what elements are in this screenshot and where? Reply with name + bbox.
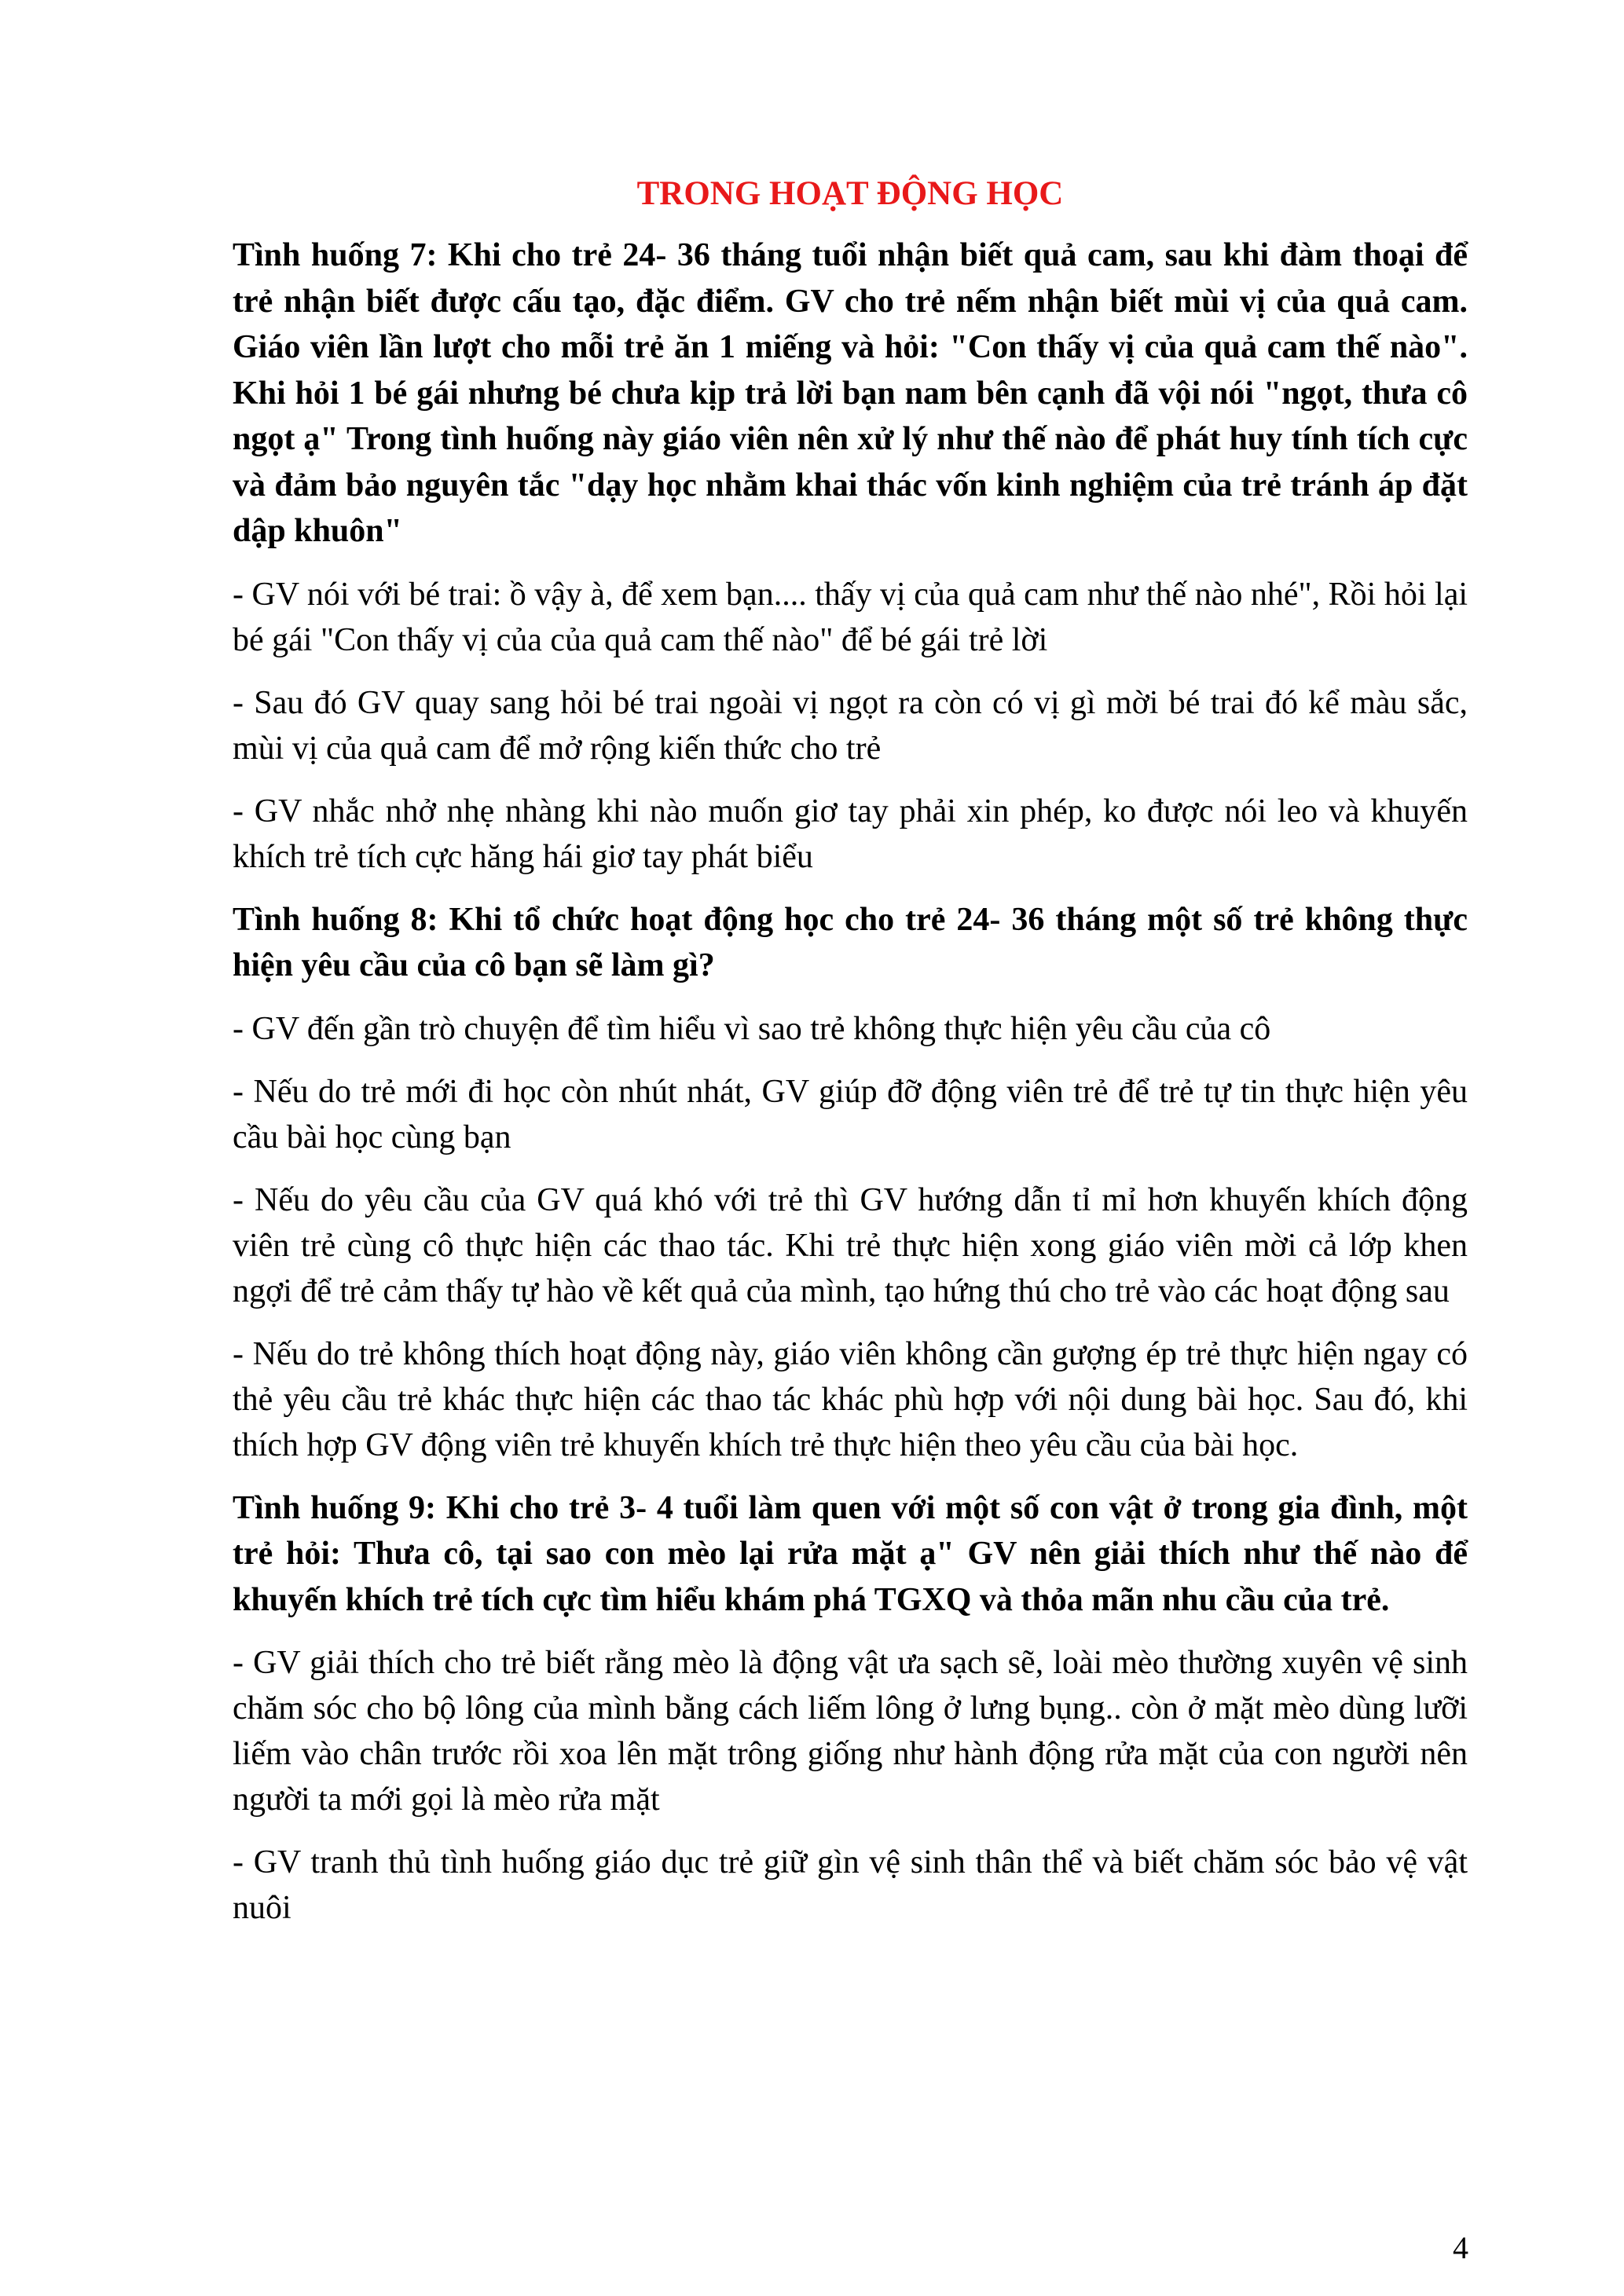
situation-8-answer-3: - Nếu do yêu cầu của GV quá khó với trẻ thì GV hướng dẫn tỉ mỉ hơn khuyến khích động viên trẻ cùng cô thực hiện các thao tác. Khi trẻ thực hiện xong giáo viên mời cả lớp khen ngợi để trẻ cảm thấy tự hào về kết quả của mình, tạo hứng thú cho trẻ vào các hoạt động sau <box>233 1181 1468 1309</box>
situation-9-answer-2: - GV tranh thủ tình huống giáo dục trẻ giữ gìn vệ sinh thân thể và biết chăm sóc bảo vệ vật nuôi <box>233 1844 1468 1926</box>
situation-8-question: Tình huống 8: Khi tổ chức hoạt động học cho trẻ 24- 36 tháng một số trẻ không thực hiện yêu cầu của cô bạn sẽ làm gì? <box>233 901 1468 983</box>
situation-7-answer-1: - GV nói với bé trai: ồ vậy à, để xem bạn.... thấy vị của quả cam như thế nào nhé", Rồi hỏi lại bé gái "Con thấy vị của của quả cam thế nào" để bé gái trẻ lời <box>233 576 1468 658</box>
page-number: 4 <box>1453 2230 1468 2265</box>
section-title: TRONG HOẠT ĐỘNG HỌC <box>636 175 1064 212</box>
situation-8-answer-2: - Nếu do trẻ mới đi học còn nhút nhát, GV giúp đỡ động viên trẻ để trẻ tự tin thực hiện yêu cầu bài học cùng bạn <box>233 1073 1468 1155</box>
situation-9-question: Tình huống 9: Khi cho trẻ 3- 4 tuổi làm quen với một số con vật ở trong gia đình, một trẻ hỏi: Thưa cô, tại sao con mèo lại rửa mặt ạ" GV nên giải thích như thế nào để khuyến khích trẻ tích cực tìm hiểu khám phá TGXQ và thỏa mãn nhu cầu của trẻ. <box>233 1489 1468 1618</box>
situation-7-answer-3: - GV nhắc nhở nhẹ nhàng khi nào muốn giơ tay phải xin phép, ko được nói leo và khuyến khích trẻ tích cực hăng hái giơ tay phát biểu <box>233 793 1468 875</box>
situation-8-answer-4: - Nếu do trẻ không thích hoạt động này, giáo viên không cần gượng ép trẻ thực hiện ngay có thẻ yêu cầu trẻ khác thực hiện các thao tác khác phù hợp với nội dung bài học. Sau đó, khi thích hợp GV động viên trẻ khuyến khích trẻ thực hiện theo yêu cầu của bài học. <box>233 1335 1468 1463</box>
situation-9-answer-1: - GV giải thích cho trẻ biết rằng mèo là động vật ưa sạch sẽ, loài mèo thường xuyên vệ sinh chăm sóc cho bộ lông của mình bằng cách liếm lông ở lưng bụng.. còn ở mặt mèo dùng lưỡi liếm vào chân trước rồi xoa lên mặt trông giống như hành động rửa mặt của con người nên người ta mới gọi là mèo rửa mặt <box>233 1645 1468 1818</box>
situation-7-question: Tình huống 7: Khi cho trẻ 24- 36 tháng tuổi nhận biết quả cam, sau khi đàm thoại để trẻ nhận biết được cấu tạo, đặc điểm. GV cho trẻ nếm nhận biết mùi vị của quả cam. Giáo viên lần lượt cho mỗi trẻ ăn 1 miếng và hỏi: "Con thấy vị của quả cam thế nào". Khi hỏi 1 bé gái nhưng bé chưa kịp trả lời bạn nam bên cạnh đã vội nói "ngọt, thưa cô ngọt ạ" Trong tình huống này giáo viên nên xử lý như thế nào để phát huy tính tích cực và đảm bảo nguyên tắc "dạy học nhằm khai thác vốn kinh nghiệm của trẻ tránh áp đặt dập khuôn" <box>233 237 1468 549</box>
situation-7-answer-2: - Sau đó GV quay sang hỏi bé trai ngoài vị ngọt ra còn có vị gì mời bé trai đó kể màu sắc, mùi vị của quả cam để mở rộng kiến thức cho trẻ <box>233 684 1468 767</box>
situation-8-answer-1: - GV đến gần trò chuyện để tìm hiểu vì sao trẻ không thực hiện yêu cầu của cô <box>233 1010 1271 1047</box>
document-body <box>233 233 1468 1931</box>
